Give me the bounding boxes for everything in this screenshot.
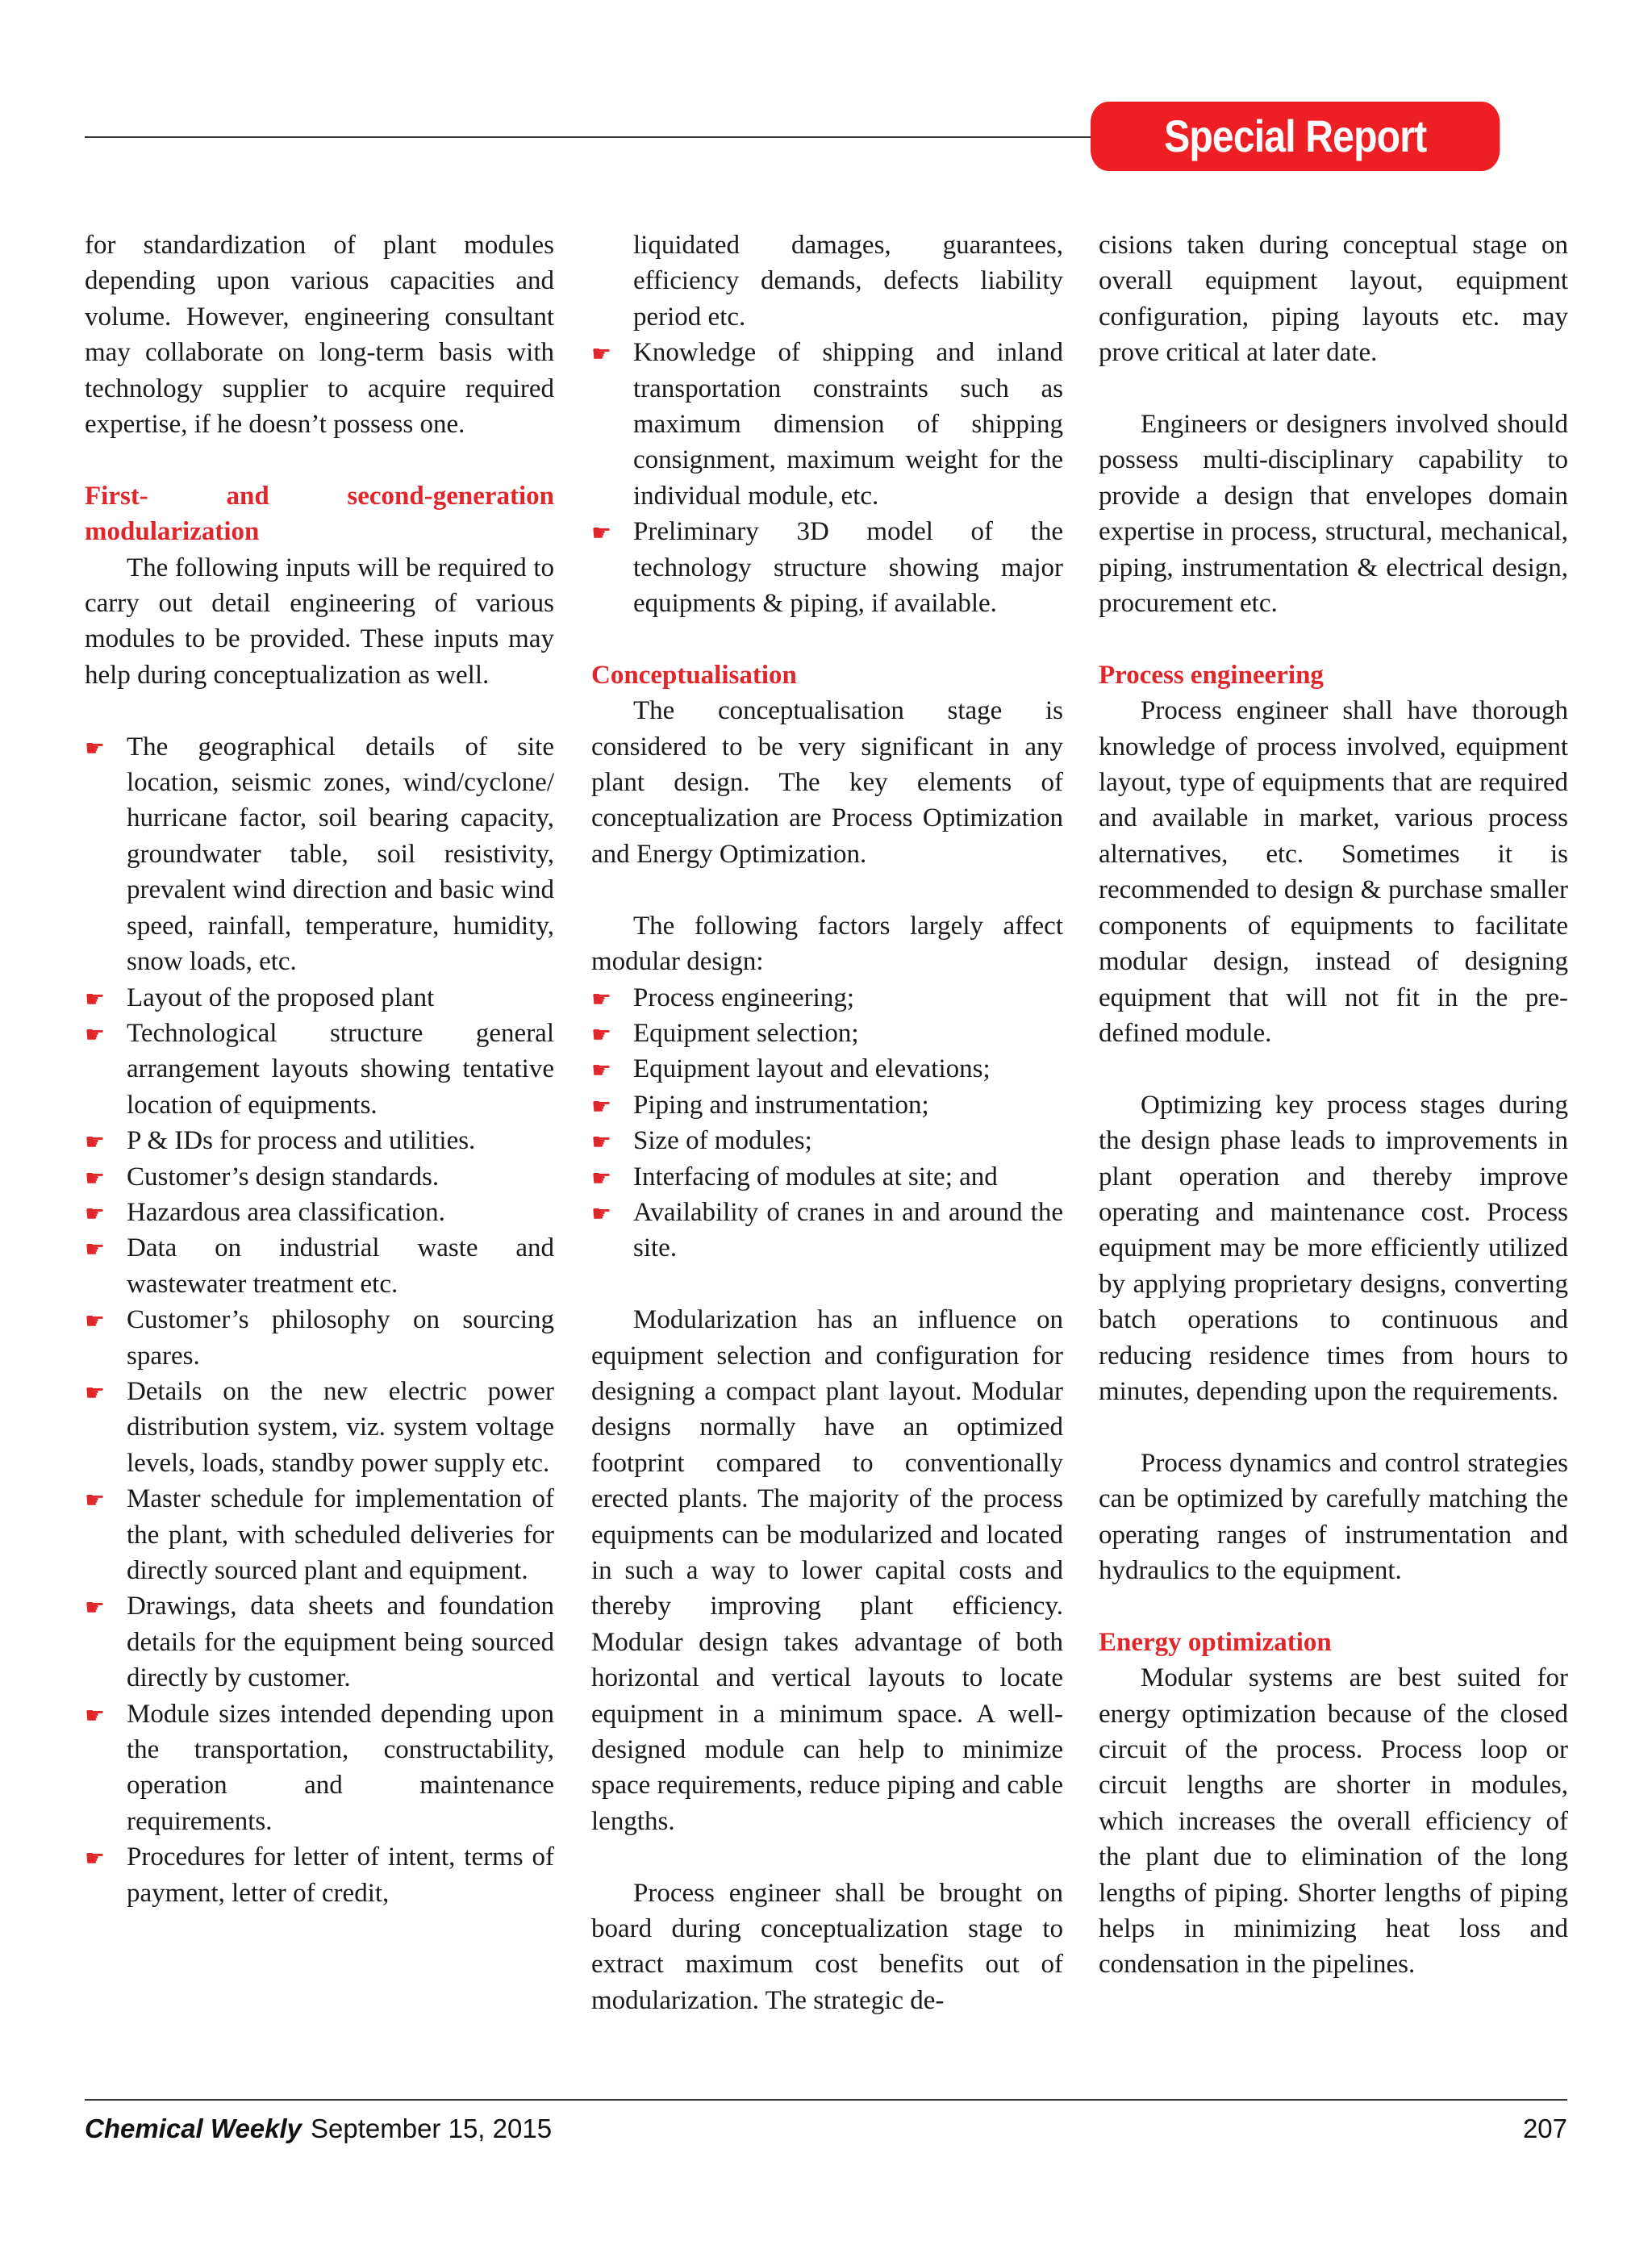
list-item: ☛ Interfacing of modules at site; and <box>591 1159 1063 1195</box>
list-item: ☛ Piping and instrumentation; <box>591 1087 1063 1123</box>
footer-date: September 15, 2015 <box>311 2114 553 2143</box>
list-item: ☛ Size of modules; <box>591 1123 1063 1158</box>
pointing-hand-icon: ☛ <box>591 340 612 368</box>
list-item: ☛ The geographical details of site location, seismic zones, wind/cyclone/ hurricane factor, soil bearing capacity, groundwater table, soil resistivity, prevalent wind direction and basic wind speed, rainfall, temperature, humidity, snow loads, etc. <box>85 732 554 977</box>
list-item: ☛ P & IDs for process and utilities. <box>85 1123 554 1158</box>
column-1 <box>85 227 554 1911</box>
pointing-hand-icon: ☛ <box>591 1200 612 1227</box>
col1-bullet-list <box>85 729 554 1911</box>
section-badge <box>1091 102 1500 171</box>
pointing-hand-icon: ☛ <box>85 985 106 1012</box>
col2-para4: Process engineer shall be brought on board during conceptualization stage to extract maximum cost benefits out of modularization. The strategic de- <box>591 1878 1063 2015</box>
col2-para3: Modularization has an influence on equipment selection and configuration for designing a compact plant layout. Modular designs normally have an optimized footprint compared to conventionally erected plants. The majority of the process equipments can be modularized and located in such a way to lower capital costs and thereby improving plant efficiency. Modular design takes advantage of both horizontal and vertical layouts to locate equipment in a minimum space. A well-designed module can help to minimize space requirements, reduce piping and cable lengths. <box>591 1305 1063 1836</box>
pointing-hand-icon: ☛ <box>85 1594 106 1621</box>
col2-heading: Conceptualisation <box>591 660 797 690</box>
footer-rule <box>85 2099 1567 2101</box>
footer-magazine: Chemical Weekly <box>85 2114 302 2143</box>
col2-para2: The following factors largely affect modular design: <box>591 911 1063 977</box>
pointing-hand-icon: ☛ <box>85 1845 106 1872</box>
col1-heading: First- and second-generation modularization <box>85 481 554 547</box>
list-item: ☛ Technological structure general arrangement layouts showing tentative location of equipments. <box>85 1018 554 1120</box>
col3-para2: Process engineer shall have thorough knowledge of process involved, equipment layout, type of equipments that are required and available in market, various process alternatives, etc. Sometimes it is recommended to design & purchase smaller components of equipments to facilitate modular design, instead of designing equipment that will not fit in the pre-defined module. <box>1099 696 1568 1048</box>
pointing-hand-icon: ☛ <box>85 734 106 762</box>
pointing-hand-icon: ☛ <box>85 1308 106 1335</box>
col3-para1: Engineers or designers involved should possess multi-disciplinary capability to provide a design that envelopes domain expertise in process, structural, mechanical, piping, instrumentation & electrical design, procurement etc. <box>1099 410 1568 619</box>
col2-para1: The conceptualisation stage is considered to be very significant in any plant design. The key elements of conceptualization are Process Optimization and Energy Optimization. <box>591 696 1063 869</box>
col3-para5: Modular systems are best suited for energy optimization because of the closed circuit of the process. Process loop or circuit lengths are shorter in modules, which increases the overall efficiency of the plant due to elimination of the long lengths of piping. Shorter lengths of piping helps in minimizing heat loss and condensation in the pipelines. <box>1099 1663 1568 1980</box>
col3-continued-text: cisions taken during conceptual stage on overall equipment layout, equipment configuration, piping layouts etc. may prove critical at later date. <box>1099 231 1568 368</box>
section-badge-label: Special Report <box>1164 111 1427 161</box>
list-item: ☛ Procedures for letter of intent, terms of payment, letter of credit, <box>85 1842 554 1908</box>
list-item: ☛ Preliminary 3D model of the technology structure showing major equipments & piping, if available. <box>591 517 1063 619</box>
list-item: ☛ Drawings, data sheets and foundation details for the equipment being sourced directly by customer. <box>85 1592 554 1693</box>
pointing-hand-icon: ☛ <box>85 1200 106 1227</box>
pointing-hand-icon: ☛ <box>591 1164 612 1191</box>
column-2 <box>591 227 1063 2018</box>
list-item: ☛ Data on industrial waste and wastewater treatment etc. <box>85 1233 554 1299</box>
header-rule <box>85 136 1101 138</box>
pointing-hand-icon: ☛ <box>85 1129 106 1156</box>
col3-heading-process: Process engineering <box>1099 660 1324 690</box>
pointing-hand-icon: ☛ <box>85 1701 106 1729</box>
pointing-hand-icon: ☛ <box>591 1057 612 1084</box>
list-item: ☛ Availability of cranes in and around the site. <box>591 1197 1063 1263</box>
pointing-hand-icon: ☛ <box>85 1164 106 1191</box>
col3-heading-energy: Energy optimization <box>1099 1627 1332 1657</box>
list-item: ☛ Customer’s philosophy on sourcing spares. <box>85 1305 554 1371</box>
pointing-hand-icon: ☛ <box>85 1487 106 1514</box>
col3-para3: Optimizing key process stages during the design phase leads to improvements in plant operation and thereby improve operating and maintenance cost. Process equipment may be more efficiently utilized by applying proprietary designs, converting batch operations to continuous and reducing residence times from hours to minutes, depending upon the requirements. <box>1099 1090 1568 1406</box>
list-item: ☛ Module sizes intended depending upon the transportation, constructability, operation and maintenance requirements. <box>85 1699 554 1836</box>
list-item: ☛ Hazardous area classification. <box>85 1195 554 1230</box>
col2-continued-text: liquidated damages, guarantees, efficiency demands, defects liability period etc. <box>633 231 1063 332</box>
col1-intro: for standardization of plant modules depending upon various capacities and volume. However, engineering consultant may collaborate on long-term basis with technology supplier to acquire required expertise, if he doesn’t possess one. <box>85 231 554 440</box>
pointing-hand-icon: ☛ <box>85 1379 106 1406</box>
column-3 <box>1099 227 1568 1983</box>
col3-para4: Process dynamics and control strategies can be optimized by carefully matching the operating ranges of instrumentation and hydraulics to the equipment. <box>1099 1448 1568 1585</box>
list-item: ☛ Details on the new electric power distribution system, viz. system voltage levels, loads, standby power supply etc. <box>85 1376 554 1478</box>
pointing-hand-icon: ☛ <box>591 1129 612 1156</box>
col1-para: The following inputs will be required to carry out detail engineering of various modules to be provided. These inputs may help during conceptualization as well. <box>85 553 554 690</box>
pointing-hand-icon: ☛ <box>591 985 612 1012</box>
pointing-hand-icon: ☛ <box>591 1020 612 1048</box>
list-item: ☛ Master schedule for implementation of the plant, with scheduled deliveries for directly sourced plant and equipment. <box>85 1484 554 1585</box>
pointing-hand-icon: ☛ <box>85 1020 106 1048</box>
pointing-hand-icon: ☛ <box>591 1092 612 1120</box>
col2-factor-list <box>591 980 1063 1266</box>
list-item: ☛ Process engineering; <box>591 980 1063 1016</box>
footer-page-number: 207 <box>1522 2114 1567 2143</box>
list-item: ☛ Knowledge of shipping and inland transportation constraints such as maximum dimension of shipping consignment, maximum weight for the individual module, etc. <box>591 338 1063 511</box>
list-item: ☛ Customer’s design standards. <box>85 1159 554 1195</box>
list-item: ☛ Layout of the proposed plant <box>85 980 554 1016</box>
pointing-hand-icon: ☛ <box>85 1236 106 1263</box>
list-item: ☛ Equipment layout and elevations; <box>591 1051 1063 1087</box>
pointing-hand-icon: ☛ <box>591 520 612 547</box>
list-item: ☛ Equipment selection; <box>591 1016 1063 1051</box>
